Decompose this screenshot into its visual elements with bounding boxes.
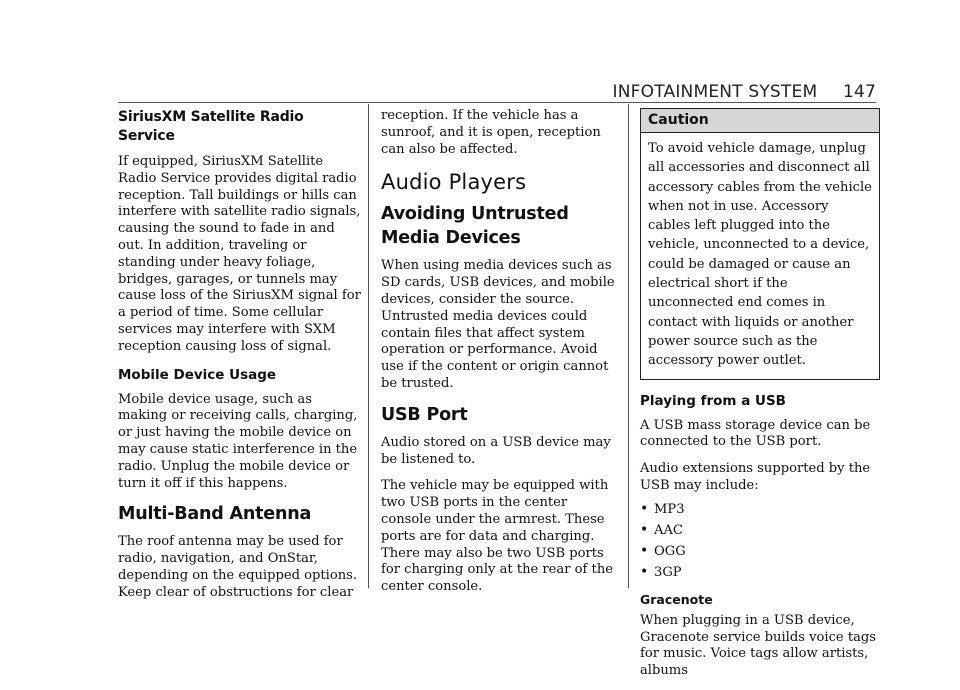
section-title: INFOTAINMENT SYSTEM — [612, 82, 818, 102]
list-item: • OGG — [640, 541, 880, 562]
antenna-heading: Multi-Band Antenna — [118, 504, 312, 525]
column-1 — [118, 108, 362, 612]
column-2 — [381, 108, 619, 606]
playing-usb-body-2: Audio extensions supported by the USB may include: — [640, 461, 871, 493]
header-rule — [118, 102, 876, 103]
gracenote-heading: Gracenote — [640, 591, 713, 607]
list-item: • AAC — [640, 520, 880, 541]
audio-players-heading: Audio Players — [381, 170, 527, 195]
usb-port-body-2: The vehicle may be equipped with two USB ports in the center console under the armrest. These ports are for data and charging. There may also be two USB ports for charging only at the rear of the center console. — [381, 478, 613, 595]
column-divider-1 — [368, 104, 369, 588]
caution-box — [640, 108, 880, 380]
column-3 — [640, 108, 880, 690]
usb-port-heading: USB Port — [381, 404, 468, 425]
mobile-usage-heading: Mobile Device Usage — [118, 366, 277, 383]
page-number: 147 — [842, 82, 876, 102]
playing-usb-heading: Playing from a USB — [640, 392, 786, 409]
list-item: • 3GP — [640, 562, 880, 583]
untrusted-media-heading: Avoiding Untrusted Media Devices — [381, 204, 569, 249]
continued-text: reception. If the vehicle has a sunroof, and it is open, reception can also be affected. — [381, 108, 601, 157]
untrusted-media-body: When using media devices such as SD cards, USB devices, and mobile devices, consider the source. Untrusted media devices could contain files that affect system operation or performance. Avoid use if the content or origin cannot be trusted. — [381, 258, 615, 391]
siriusxm-body: If equipped, SiriusXM Satellite Radio Service provides digital radio reception. Tall buildings or hills can interfere with satellite radio signals, causing the sound to fade in and out. In addition, traveling or standing under heavy foliage, bridges, garages, or tunnels may cause loss of the SiriusXM signal for a period of time. Some cellular services may interfere with SXM reception causing loss of signal. — [118, 154, 361, 354]
playing-usb-body-1: A USB mass storage device can be connected to the USB port. — [640, 417, 871, 450]
antenna-body: The roof antenna may be used for radio, navigation, and OnStar, depending on the equipped options. Keep clear of obstructions for clear — [118, 534, 358, 600]
gracenote-body: When plugging in a USB device, Gracenote service builds voice tags for music. Voice tags allow artists, albums — [640, 612, 876, 679]
mobile-usage-body: Mobile device usage, such as making or receiving calls, charging, or just having the mobile device on may cause static interference in the radio. Unplug the mobile device or turn it off if this happens. — [118, 391, 358, 491]
caution-title: Caution — [641, 109, 879, 133]
caution-body: To avoid vehicle damage, unplug all accessories and disconnect all accessory cables from the vehicle when not in use. Accessory cables left plugged into the vehicle, unconnected to a device, could be damaged or cause an electrical short if the unconnected end comes in contact with liquids or another power source such as the accessory power outlet. — [648, 141, 872, 369]
usb-port-body-1: Audio stored on a USB device may be listened to. — [381, 434, 611, 467]
list-item: • MP3 — [640, 499, 880, 520]
siriusxm-heading: SiriusXM Satellite Radio Service — [118, 109, 304, 144]
column-divider-2 — [628, 104, 629, 588]
extension-list — [640, 499, 880, 583]
page-header — [613, 82, 876, 102]
